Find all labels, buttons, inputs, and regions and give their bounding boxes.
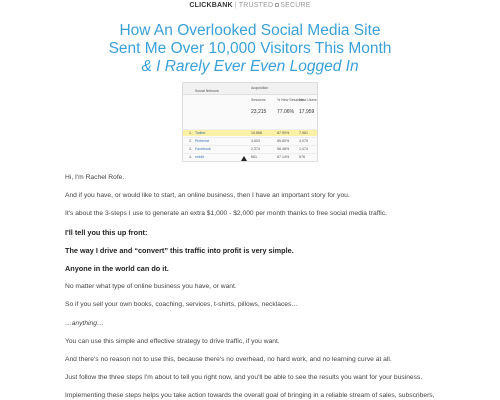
row-sessions: 2,374 xyxy=(251,147,260,151)
paragraph: And there's no reason not to use this, because there's no overhead, no hard work, and no learning curve at all. xyxy=(65,355,392,363)
row-new-sessions: 87.14% xyxy=(277,155,290,159)
paragraph: And if you have, or would like to start, an online business, then I have an important story for you. xyxy=(65,192,350,200)
total-new-users: 17,959 xyxy=(299,109,315,115)
total-sessions: 23,215 xyxy=(251,109,267,115)
row-rank: 3. xyxy=(189,147,192,151)
sessions-header: Sessions xyxy=(251,98,266,102)
bold-paragraph: Anyone in the world can do it. xyxy=(65,263,169,273)
bold-paragraph: I'll tell you this up front: xyxy=(65,227,148,237)
row-network: reddit xyxy=(195,155,204,159)
new-sessions-header: % New Sessions xyxy=(277,98,304,102)
sales-letter-body xyxy=(65,174,445,400)
row-sessions: 661 xyxy=(251,155,257,159)
paragraph: So if you sell your own books, coaching, services, t-shirts, pillows, necklaces… xyxy=(65,301,299,309)
row-new-sessions: 58.48% xyxy=(277,147,290,151)
row-new-sessions: 89.80% xyxy=(277,139,290,143)
table-row xyxy=(183,137,317,144)
headline-subline: & I Rarely Ever Even Logged In xyxy=(141,58,359,75)
table-row xyxy=(183,153,317,160)
divider: | xyxy=(234,2,237,9)
table-row xyxy=(183,129,317,136)
row-new-users: 1,474 xyxy=(299,147,308,151)
row-new-users: 4,079 xyxy=(299,139,308,143)
clickbank-logo: CLICKBANK xyxy=(189,2,233,9)
paragraph: Implementing these steps helps you take action towards the overall goal of bringing in a reliable stream of sales, subscribers, xyxy=(65,392,435,400)
mouse-cursor-icon xyxy=(241,156,247,161)
trust-bar xyxy=(0,2,500,9)
row-new-sessions: 87.90% xyxy=(277,131,290,135)
row-new-users: 7,961 xyxy=(299,131,308,135)
headline-line-1: How An Overlooked Social Media Site xyxy=(119,22,381,39)
row-rank: 2. xyxy=(189,139,192,143)
page-headline xyxy=(0,22,500,76)
row-sessions: 10,868 xyxy=(251,131,262,135)
italic-paragraph: …anything… xyxy=(65,319,104,327)
paragraph: No matter what type of online business you have, or want. xyxy=(65,283,237,291)
row-network: Twitter xyxy=(195,131,206,135)
headline-line-2: Sent Me Over 10,000 Visitors This Month xyxy=(108,40,392,57)
total-new-sessions: 77.06% xyxy=(277,109,294,115)
paragraph: It's about the 3-steps I use to generate an extra $1,000 - $2,000 per month thanks to free social media traffic. xyxy=(65,210,387,218)
table-row xyxy=(183,145,317,152)
trusted-label: TRUSTED xyxy=(238,2,274,9)
secure-label: SECURE xyxy=(280,2,311,9)
bold-paragraph: The way I drive and “convert” this traffic into profit is very simple. xyxy=(65,245,294,255)
row-rank: 1. xyxy=(189,131,192,135)
row-rank: 4. xyxy=(189,155,192,159)
paragraph: Just follow the three steps I'm about to tell you right now, and you'll be able to see the results you want for your business. xyxy=(65,374,423,382)
social-network-column-label: Social Network xyxy=(195,89,219,93)
acquisition-group-header: Acquisition xyxy=(251,86,269,90)
row-network: Pinterest xyxy=(195,139,210,143)
new-users-header: New Users xyxy=(299,98,317,102)
paragraph: You can use this simple and effective strategy to drive traffic, if you want. xyxy=(65,337,280,345)
row-new-users: 576 xyxy=(299,155,305,159)
lock-icon xyxy=(275,3,279,7)
row-network: Facebook xyxy=(195,147,211,151)
row-sessions: 4,603 xyxy=(251,139,260,143)
paragraph: Hi, I'm Rachel Rofe. xyxy=(65,174,125,181)
analytics-screenshot xyxy=(182,82,318,162)
